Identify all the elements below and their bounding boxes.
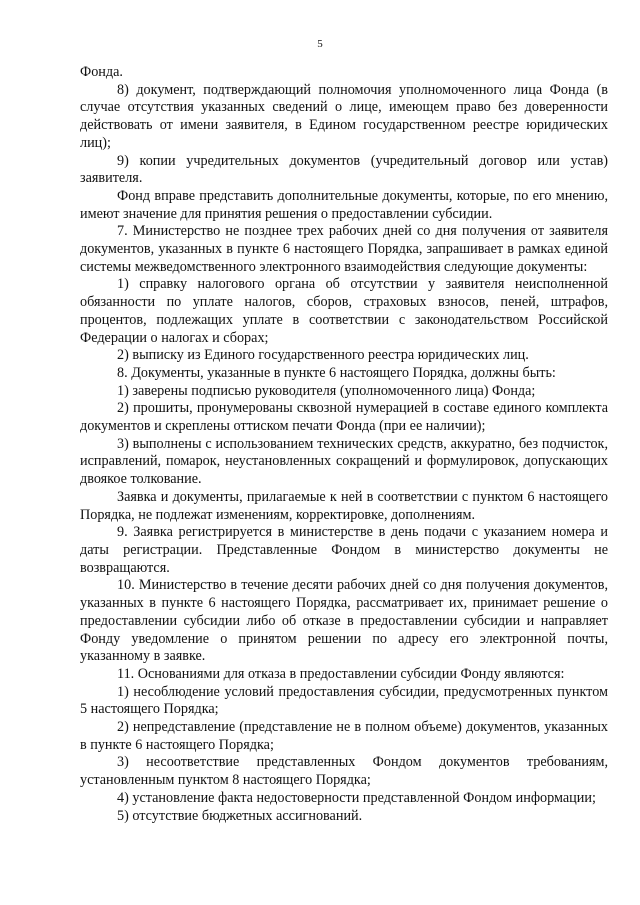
paragraph: 1) заверены подписью руководителя (уполномоченного лица) Фонда; xyxy=(117,382,536,399)
paragraph: 11. Основаниями для отказа в предоставлении субсидии Фонду являются: xyxy=(117,665,565,682)
paragraph: 2) выписку из Единого государственного реестра юридических лиц. xyxy=(117,347,529,364)
page-number: 5 xyxy=(317,38,323,50)
paragraph: 3) несоответствие представленных Фондом документов требованиям, установленным пунктом 8 настоящего Порядка; xyxy=(80,754,608,789)
paragraph: 8) документ, подтверждающий полномочия уполномоченного лица Фонда (в случае отсутствия указанных сведений о лице, имеющем право без доверенности действовать от имени заявителя, в Едином государственном реестре юридических лиц); xyxy=(80,81,608,151)
paragraph: 8. Документы, указанные в пункте 6 настоящего Порядка, должны быть: xyxy=(117,364,556,381)
paragraph: Заявка и документы, прилагаемые к ней в соответствии с пунктом 6 настоящего Порядка, не подлежат изменениям, корректировке, дополнениям. xyxy=(80,488,608,523)
paragraph: 9) копии учредительных документов (учредительный договор или устав) заявителя. xyxy=(80,152,608,187)
paragraph: Фонд вправе представить дополнительные документы, которые, по его мнению, имеют значение для принятия решения о предоставлении субсидии. xyxy=(80,187,608,222)
paragraph: 10. Министерство в течение десяти рабочих дней со дня получения документов, указанных в пункте 6 настоящего Порядка, рассматривает их, принимает решение о предоставлении субсидии либо об отказе в предоставлении субсидии и направляет Фонду уведомление о принятом решении по адресу его электронной почты, указанному в заявке. xyxy=(80,577,608,665)
paragraph: 2) прошиты, пронумерованы сквозной нумерацией в составе единого комплекта документов и скреплены оттиском печати Фонда (при ее наличии); xyxy=(80,400,608,435)
paragraph: 3) выполнены с использованием технических средств, аккуратно, без подчисток, исправлений, помарок, неустановленных сокращений и формулировок, допускающих двоякое толкование. xyxy=(80,435,608,488)
paragraph: 2) непредставление (представление не в полном объеме) документов, указанных в пункте 6 настоящего Порядка; xyxy=(80,719,608,753)
paragraph: 9. Заявка регистрируется в министерстве в день подачи с указанием номера и даты регистрации. Представленные Фондом в министерство документы не возвращаются. xyxy=(80,524,608,576)
document-body xyxy=(80,64,608,825)
paragraph: 7. Министерство не позднее трех рабочих дней со дня получения от заявителя документов, указанных в пункте 6 настоящего Порядка, запрашивает в рамках единой системы межведомственного электронного взаимодействия следующие документы: xyxy=(80,223,608,275)
paragraph: Фонда. xyxy=(80,64,123,80)
paragraph: 1) несоблюдение условий предоставления субсидии, предусмотренных пунктом 5 настоящего Порядка; xyxy=(80,683,608,718)
paragraph: 1) справку налогового органа об отсутствии у заявителя неисполненной обязанности по уплате налогов, сборов, страховых взносов, пеней, штрафов, процентов, подлежащих уплате в соответствии с законодательством Российской Федерации о налогах и сборах; xyxy=(80,276,608,346)
paragraph: 4) установление факта недостоверности представленной Фондом информации; xyxy=(117,789,596,806)
paragraph: 5) отсутствие бюджетных ассигнований. xyxy=(117,807,363,824)
